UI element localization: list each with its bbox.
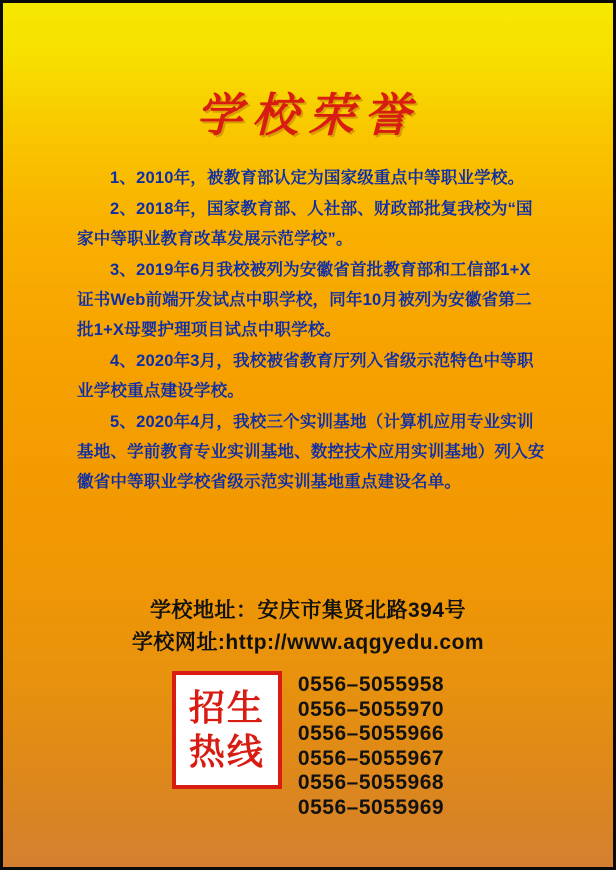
phone-number: 0556–5055970 — [297, 697, 445, 721]
enrollment-hotline-stamp — [172, 671, 282, 789]
school-website[interactable]: 学校网址:http://www.aqgyedu.com — [131, 631, 485, 654]
phone-number: 0556–5055966 — [297, 722, 445, 745]
honor-item: 2、2018年，国家教育部、人社部、财政部批复我校为“国家中等职业教育改革发展示范学校”。 — [77, 200, 533, 248]
honor-item: 3、2019年6月我校被列为安徽省首批教育部和工信部1+X证书Web前端开发试点中职学校，同年10月被列为安徽省第二批1+X母婴护理项目试点中职学校。 — [77, 261, 532, 339]
phone-number: 0556–5055958 — [297, 673, 445, 696]
page-title: 学校荣誉 — [196, 88, 420, 142]
phone-number: 0556–5055969 — [297, 795, 445, 819]
phone-number: 0556–5055967 — [297, 746, 445, 770]
phone-number: 0556–5055968 — [297, 771, 445, 794]
honors-list — [77, 163, 547, 498]
honor-item: 5、2020年4月，我校三个实训基地（计算机应用专业实训基地、学前教育专业实训基地、数控技术应用实训基地）列入安徽省中等职业学校省级示范实训基地重点建设名单。 — [77, 413, 545, 491]
stamp-line-2: 热线 — [188, 731, 265, 773]
school-address: 学校地址：安庆市集贤北路394号 — [149, 599, 467, 622]
contact-address-block — [3, 595, 613, 659]
honor-item: 1、2010年，被教育部认定为国家级重点中等职业学校。 — [110, 169, 525, 187]
stamp-line-1: 招生 — [188, 687, 265, 729]
hotline-row — [3, 671, 613, 820]
phone-list — [298, 671, 444, 820]
honor-item: 4、2020年3月，我校被省教育厅列入省级示范特色中等职业学校重点建设学校。 — [77, 352, 534, 400]
